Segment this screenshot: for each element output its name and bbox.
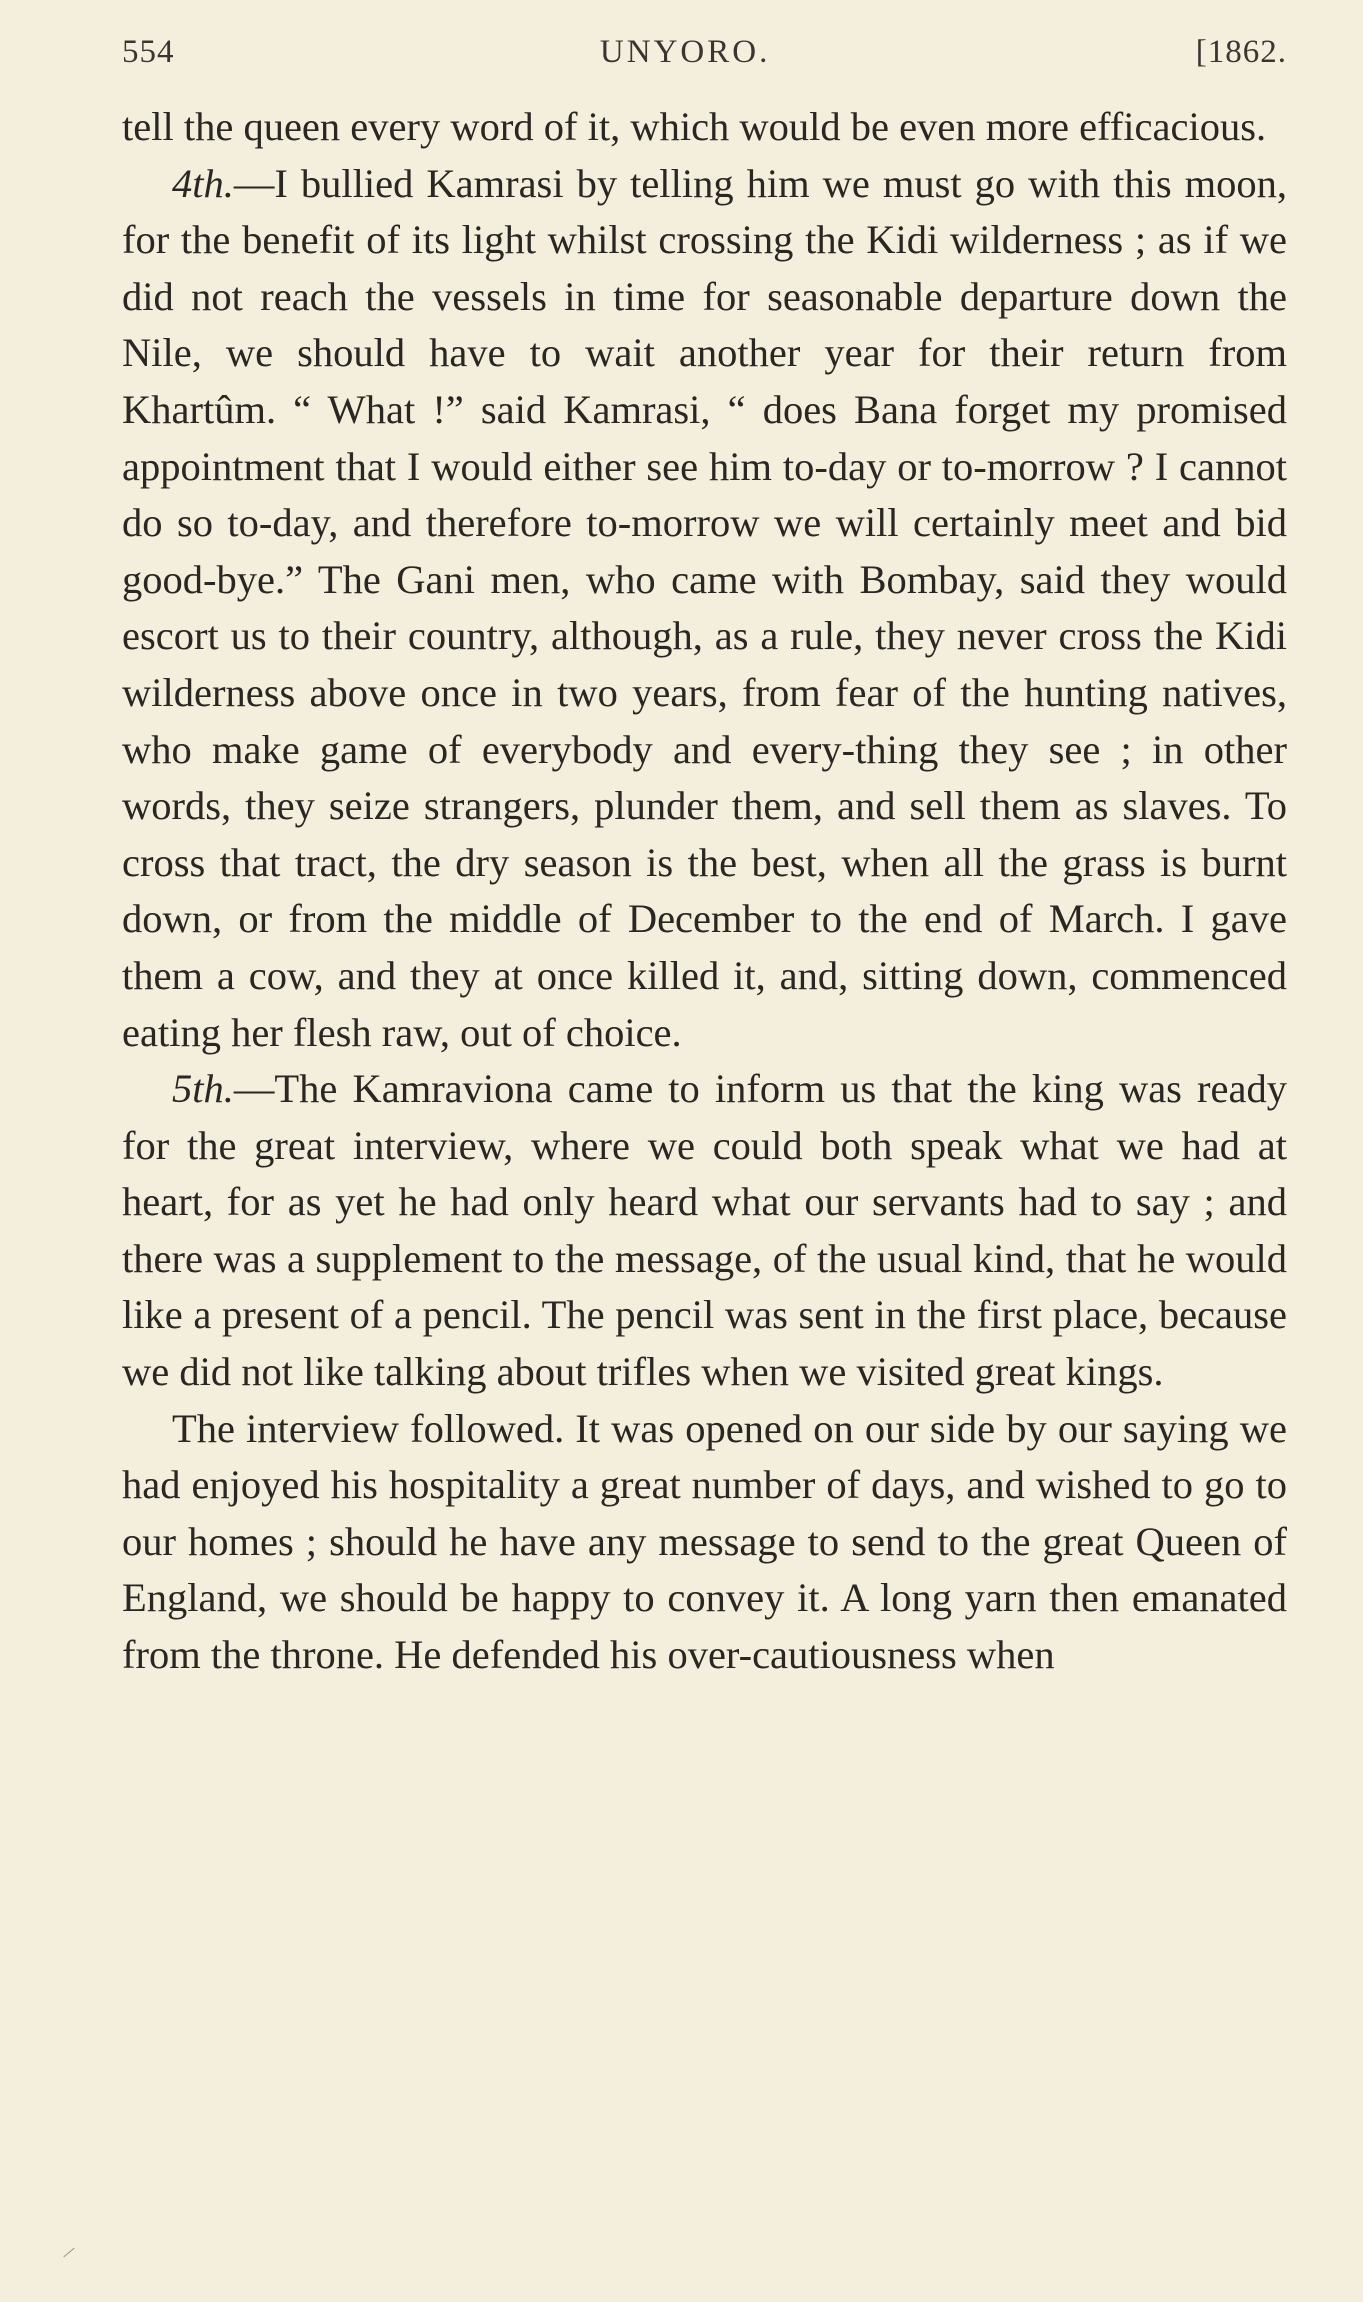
paragraph-text: The interview followed. It was opened on our side by our saying we had enjoyed his hospitality a great number of days, and wished to go to our homes ; should he have any message to send to the great Queen of England, we should be happy to convey it. A long yarn then emanated from the throne. He defended his over-cautiousness when [122, 1405, 1287, 1678]
paragraph-text: —I bullied Kamrasi by telling him we must go with this moon, for the benefit of its light whilst crossing the Kidi wilderness ; as if we did not reach the vessels in time for seasonable departure down the Nile, we should have to wait another year for their return from Khartûm. “ What !” said Kamrasi, “ does Bana forget my promised appointment that I would either see him to-day or to-morrow ? I cannot do so to-day, and therefore to-morrow we will certainly meet and bid good-bye.” The Gani men, who came with Bombay, said they would escort us to their country, although, as a rule, they never cross the Kidi wilderness above once in two years, from fear of the hunting natives, who make game of everybody and every-thing they see ; in other words, they seize strangers, plunder them, and sell them as slaves. To cross that tract, the dry season is the best, when all the grass is burnt down, or from the middle of December to the end of March. I gave them a cow, and they at once killed it, and, sitting down, commenced eating her flesh raw, out of choice. [122, 160, 1287, 1055]
body-text [122, 99, 1287, 1684]
paragraph-text: —The Kamraviona came to inform us that the king was ready for the great interview, where we could both speak what we had at heart, for as yet he had only heard what our servants had to say ; and there was a supplement to the message, of the usual kind, that he would like a present of a pencil. The pencil was sent in the first place, because we did not like talking about trifles when we visited great kings. [122, 1066, 1287, 1395]
paragraph-5th [122, 1061, 1287, 1401]
date-label: 4th. [172, 160, 234, 206]
paragraph-4th [122, 156, 1287, 1062]
date-label: 5th. [172, 1066, 234, 1112]
paragraph-interview [122, 1401, 1287, 1684]
running-title: UNYORO. [599, 34, 771, 70]
paragraph-continuation [122, 99, 1287, 156]
running-head [122, 34, 1287, 71]
year-marker: [1862. [1195, 34, 1287, 70]
pencil-mark [63, 2248, 74, 2258]
page-number: 554 [122, 34, 175, 70]
paragraph-text: tell the queen every word of it, which would be even more efficacious. [122, 104, 1267, 149]
